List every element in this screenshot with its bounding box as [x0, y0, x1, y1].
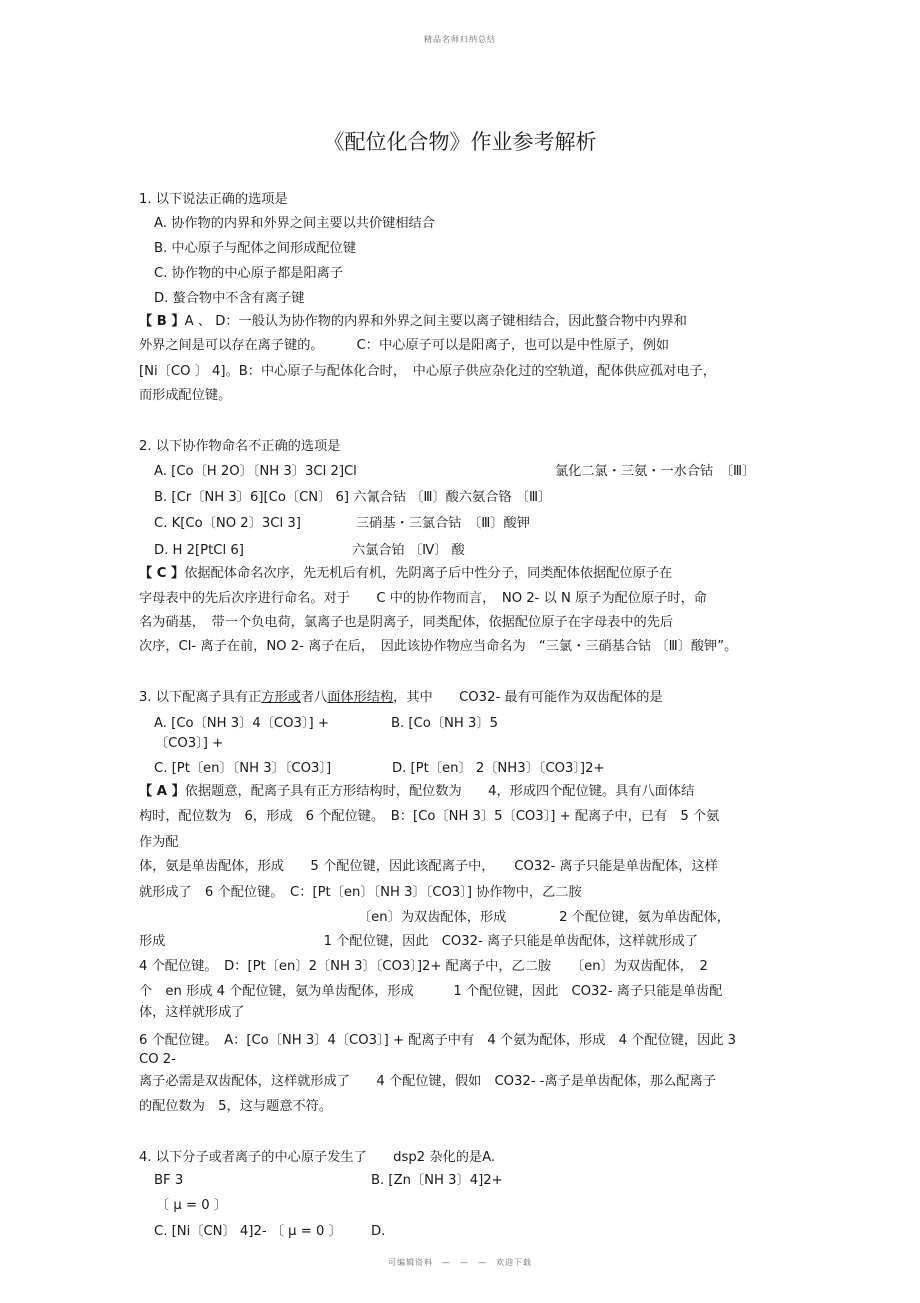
q3-stem-underline-1: 方形或 [261, 690, 301, 705]
q1-option-b: B. 中心原子与配体之间形成配位键 [154, 241, 357, 256]
q4-option-a: BF 3 [154, 1173, 184, 1188]
q3-stem-underline-2: 面体形结构 [327, 690, 394, 705]
q2-stem: 2. 以下协作物命名不正确的选项是 [139, 439, 341, 454]
q1-expl-2: [Ni〔CO 〕 4]。B：中心原子与配体化合时， 中心原子供应杂化过的空轨道，配体供应孤对电子， [139, 364, 716, 379]
q3-stem [139, 689, 663, 707]
q1-expl-1: 外界之间是可以存在离子键的。 C：中心原子可以是阳离子，也可以是中性原子，例如 [139, 338, 670, 353]
page-footer: 可编辑资料 — — — 欢迎下载 [388, 1258, 532, 1267]
q2-option-a-name: 氯化二氯・三氨・一水合钴 〔Ⅲ〕 [555, 464, 756, 479]
q3-expl-2: 作为配 [139, 835, 179, 850]
q2-answer: 【 C 】 [139, 566, 185, 581]
q3-option-a: A. [Co〔NH 3〕4〔CO3〕] + [154, 716, 329, 731]
q1-expl-3: 而形成配位键。 [139, 388, 232, 403]
q3-expl-10: 6 个配位键。 A：[Co〔NH 3〕4〔CO3〕] + 配离子中有 4 个氨为配体，形成 4 个配位键，因此 3 [139, 1033, 737, 1048]
q3-expl-7: 4 个配位键。 D：[Pt〔en〕2〔NH 3〕〔CO3〕]2+ 配离子中，乙二胺 〔en〕为双齿配体， 2 [139, 959, 708, 974]
q3-option-b: B. [Co〔NH 3〕5 [391, 716, 498, 731]
q3-expl-4: 就形成了 6 个配位键。 C：[Pt〔en〕〔NH 3〕〔CO3〕] 协作物中，乙二胺 [139, 885, 582, 900]
q3-answer: 【 A 】 [139, 784, 185, 799]
q2-expl-3: 次序，Cl- 离子在前，NO 2- 离子在后， 因此该协作物应当命名为 “三氯・三硝基合钴 〔Ⅲ〕酸钾”。 [139, 639, 738, 654]
q3-expl-3: 体，氨是单齿配体，形成 5 个配位键，因此该配离子中， CO32- 离子只能是单齿配体，这样 [139, 859, 718, 874]
q3-stem-mid: 者八 [300, 690, 328, 705]
q3-answer-line [139, 783, 694, 801]
page-header: 精品名师归纳总结 [424, 35, 496, 44]
q3-expl-13: 的配位数为 5，这与题意不符。 [139, 1099, 333, 1114]
q4-option-a-note: 〔 μ = 0 〕 [156, 1198, 227, 1213]
q1-answer-line [139, 313, 687, 331]
q3-expl-9: 体，这样就形成了 [139, 1005, 245, 1020]
q3-expl-11: CO 2- [139, 1052, 176, 1067]
q3-option-b-cont: 〔CO3〕] + [155, 736, 224, 751]
q1-option-d: D. 螯合物中不含有离子键 [154, 291, 305, 306]
q2-answer-line [139, 565, 672, 583]
q2-option-d-formula: D. H 2[PtCl 6] [154, 543, 244, 558]
q3-stem-post: ，其中 CO32- 最有可能作为双齿配体的是 [393, 690, 663, 705]
q1-answer: 【 B 】 [139, 314, 185, 329]
q3-expl-1: 构时，配位数为 6，形成 6 个配位键。 B：[Co〔NH 3〕5〔CO3〕] + 配离子中，已有 5 个氨 [139, 809, 720, 824]
q2-option-d-name: 六氯合铂 〔Ⅳ〕 酸 [352, 543, 465, 558]
q3-expl-5: 〔en〕为双齿配体，形成 2 个配位键，氨为单齿配体， [358, 910, 730, 925]
q2-expl-1: 字母表中的先后次序进行命名。对于 C 中的协作物而言， NO 2- 以 N 原子为配位原子时，命 [139, 591, 707, 606]
q4-stem: 4. 以下分子或者离子的中心原子发生了 dsp2 杂化的是A. [139, 1150, 496, 1165]
q3-expl-0: 依据题意，配离子具有正方形结构时，配位数为 4，形成四个配位键。具有八面体结 [184, 784, 695, 799]
q2-expl-0: 依据配体命名次序，先无机后有机，先阴离子后中性分子，同类配体依据配位原子在 [184, 566, 673, 581]
q2-option-b: B. [Cr〔NH 3〕6][Co〔CN〕 6] 六氰合钴 〔Ⅲ〕酸六氨合铬 〔Ⅲ〕 [154, 490, 552, 505]
q2-option-c-formula: C. K[Co〔NO 2〕3Cl 3] [154, 516, 301, 531]
q3-stem-pre: 3. 以下配离子具有正 [139, 690, 262, 705]
q2-option-c-name: 三硝基・三氯合钴 〔Ⅲ〕酸钾 [356, 516, 530, 531]
q2-option-a-formula: A. [Co〔H 2O〕〔NH 3〕3Cl 2]Cl [154, 464, 357, 479]
q3-option-d: D. [Pt〔en〕 2〔NH3〕〔CO3〕]2+ [392, 761, 605, 776]
q1-expl-0: A 、 D：一般认为协作物的内界和外界之间主要以离子键相结合，因此螯合物中内界和 [184, 314, 687, 329]
q3-expl-6: 形成 1 个配位键，因此 CO32- 离子只能是单齿配体，这样就形成了 [139, 934, 699, 949]
q3-option-c: C. [Pt〔en〕〔NH 3〕〔CO3〕] [154, 761, 332, 776]
document-title: 《配位化合物》作业参考解析 [323, 130, 597, 154]
q3-expl-12: 离子必需是双齿配体，这样就形成了 4 个配位键，假如 CO32- -离子是单齿配体，那么配离子 [139, 1074, 716, 1089]
q4-option-d: D. [371, 1224, 386, 1239]
q2-expl-2: 名为硝基， 带一个负电荷，氯离子也是阴离子，同类配体，依据配位原子在字母表中的先后 [139, 615, 674, 630]
q4-option-b: B. [Zn〔NH 3〕4]2+ [371, 1173, 503, 1188]
q3-expl-8: 个 en 形成 4 个配位键，氨为单齿配体，形成 1 个配位键，因此 CO32- 离子只能是单齿配 [139, 984, 723, 999]
q1-option-c: C. 协作物的中心原子都是阳离子 [154, 266, 344, 281]
q1-option-a: A. 协作物的内界和外界之间主要以共价键相结合 [154, 216, 435, 231]
q1-stem: 1. 以下说法正确的选项是 [139, 192, 288, 207]
q4-option-c: C. [Ni〔CN〕 4]2- 〔 μ = 0 〕 [154, 1224, 342, 1239]
